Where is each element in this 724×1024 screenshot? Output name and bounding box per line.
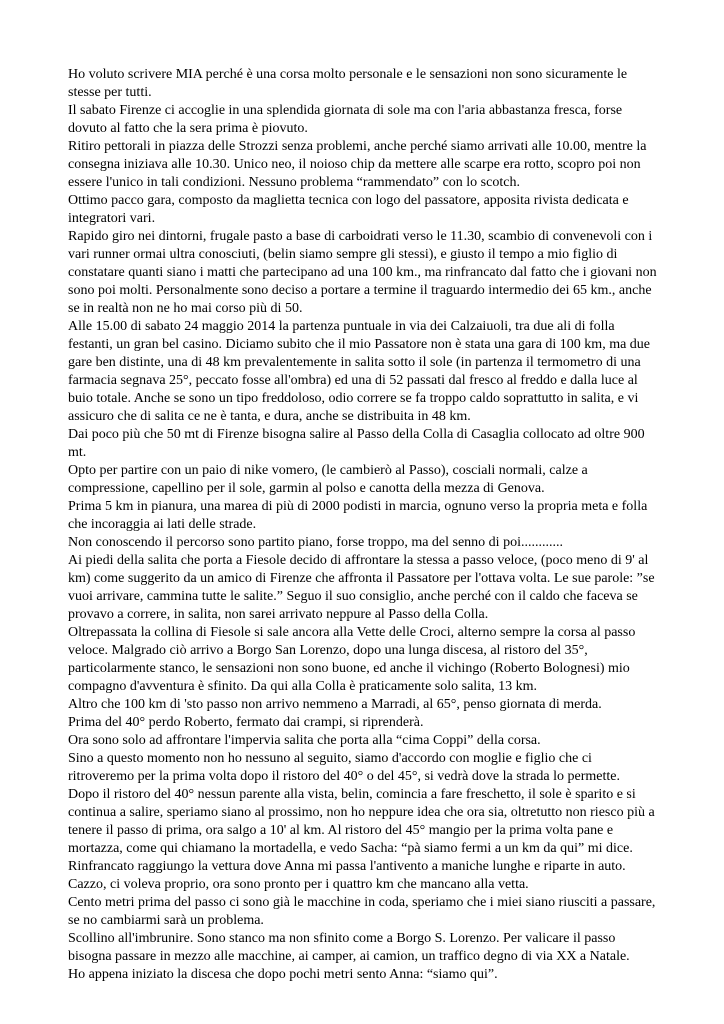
document-page bbox=[68, 66, 660, 984]
paragraph-passo-colla: Dai poco più che 50 mt di Firenze bisogna salire al Passo della Colla di Casaglia collocato ad oltre 900 mt. bbox=[68, 427, 645, 460]
paragraph-cima-coppi: Ora sono solo ad affrontare l'impervia salita che porta alla “cima Coppi” della corsa. bbox=[68, 733, 541, 748]
paragraph-giro-dintorni: Rapido giro nei dintorni, frugale pasto a base di carboidrati verso le 11.30, scambio di convenevoli con i vari runner ormai ultra conosciuti, (belin siamo sempre gli stessi), e giusto il tempo a mio figlio di constatare quanti siano i matti che partecipano ad una 100 km., ma rinfrancato dal fatto che i giovani non sono poi molti. Personalmente sono deciso a portare a termine il traguardo intermedio dei 65 km., anche se in realtà non ne ho mai corso più di 50. bbox=[68, 229, 657, 316]
paragraph-antivento: Rinfrancato raggiungo la vettura dove Anna mi passa l'antivento a maniche lunghe e riparte in auto. Cazzo, ci voleva proprio, ora sono pronto per i quattro km che mancano alla vetta. bbox=[68, 859, 626, 892]
paragraph-discesa: Ho appena iniziato la discesa che dopo pochi metri sento Anna: “siamo qui”. bbox=[68, 967, 498, 982]
paragraph-mia: Ho voluto scrivere MIA perché è una corsa molto personale e le sensazioni non sono sicuramente le stesse per tutti. bbox=[68, 67, 628, 100]
paragraph-macchine-coda: Cento metri prima del passo ci sono già le macchine in coda, speriamo che i miei siano riusciti a passare, se no cambiarmi sarà un problema. bbox=[68, 895, 656, 928]
paragraph-nessuno-seguito: Sino a questo momento non ho nessuno al seguito, siamo d'accordo con moglie e figlio che ci ritroveremo per la prima volta dopo il ristoro del 40° o del 45°, si vedrà dove la strada lo permette. bbox=[68, 751, 620, 784]
paragraph-pianura: Prima 5 km in pianura, una marea di più di 2000 podisti in marcia, ognuno verso la propria meta e folla che incoraggia ai lati delle strade. bbox=[68, 499, 648, 532]
paragraph-perdo-roberto: Prima del 40° perdo Roberto, fermato dai crampi, si riprenderà. bbox=[68, 715, 424, 730]
paragraph-marradi: Altro che 100 km di 'sto passo non arrivo nemmeno a Marradi, al 65°, penso giornata di merda. bbox=[68, 697, 602, 712]
paragraph-pacco-gara: Ottimo pacco gara, composto da maglietta tecnica con logo del passatore, apposita rivista dedicata e integratori vari. bbox=[68, 193, 629, 226]
paragraph-partenza: Alle 15.00 di sabato 24 maggio 2014 la partenza puntuale in via dei Calzaiuoli, tra due ali di folla festanti, un gran bel casino. Diciamo subito che il mio Passatore non è stata una gara di 100 km, ma due gare ben distinte, una di 48 km prevalentemente in salita sotto il sole (in partenza il termometro di una farmacia segnava 25°, peccato fosse all'ombra) ed una di 52 passati dal fresco al freddo e dalla luce al buio totale. Anche se sono un tipo freddoloso, odio correre se fa troppo caldo soprattutto in salita, e vi assicuro che di salita ce ne è tanta, e dura, anche se distribuita in 48 km. bbox=[68, 319, 651, 424]
paragraph-attrezzatura: Opto per partire con un paio di nike vomero, (le cambierò al Passo), cosciali normali, calze a compressione, capellino per il sole, garmin al polso e canotta della mezza di Genova. bbox=[68, 463, 588, 496]
paragraph-vette-croci: Oltrepassata la collina di Fiesole si sale ancora alla Vette delle Croci, alterno sempre la corsa al passo veloce. Malgrado ciò arrivo a Borgo San Lorenzo, dopo una lunga discesa, al ristoro del 35°, particolarmente stanco, le sensazioni non sono buone, ed anche il vichingo (Roberto Bolognesi) mio compagno d'avventura è sfinito. Da qui alla Colla è praticamente solo salita, 13 km. bbox=[68, 625, 636, 694]
paragraph-partito-piano: Non conoscendo il percorso sono partito piano, forse troppo, ma del senno di poi............ bbox=[68, 535, 563, 550]
paragraph-sabato-firenze: Il sabato Firenze ci accoglie in una splendida giornata di sole ma con l'aria abbastanza fresca, forse dovuto al fatto che la sera prima è piovuto. bbox=[68, 103, 623, 136]
paragraph-salita-fiesole: Ai piedi della salita che porta a Fiesole decido di affrontare la stessa a passo veloce, (poco meno di 9' al km) come suggerito da un amico di Firenze che affronta il Passatore per l'ottava volta. Le sue parole: ”se vuoi arrivare, cammina tutte le salite.” Seguo il suo consiglio, anche perché con il caldo che faceva se provavo a correre, in salita, non sarei arrivato neppure al Passo della Colla. bbox=[68, 553, 655, 622]
paragraph-ritiro-pettorali: Ritiro pettorali in piazza delle Strozzi senza problemi, anche perché siamo arrivati alle 10.00, mentre la consegna iniziava alle 10.30. Unico neo, il noioso chip da mettere alle scarpe era rotto, scopro poi non essere l'unico in tali condizioni. Nessuno problema “rammendato” con lo scotch. bbox=[68, 139, 647, 190]
paragraph-scollino: Scollino all'imbrunire. Sono stanco ma non sfinito come a Borgo S. Lorenzo. Per valicare il passo bisogna passare in mezzo alle macchine, ai camper, ai camion, un traffico degno di via XX a Natale. bbox=[68, 931, 630, 964]
paragraph-ristoro-40: Dopo il ristoro del 40° nessun parente alla vista, belin, comincia a fare freschetto, il sole è sparito e si continua a salire, speriamo siano al prossimo, non ho neppure idea che ora sia, oltretutto non riesco più a tenere il passo di prima, ora salgo a 10' al km. Al ristoro del 45° mangio per la prima volta pane e mortazza, come qui chiamano la mortadella, e vedo Sacha: “pà siamo fermi a un km da qui” mi dice. bbox=[68, 787, 655, 856]
